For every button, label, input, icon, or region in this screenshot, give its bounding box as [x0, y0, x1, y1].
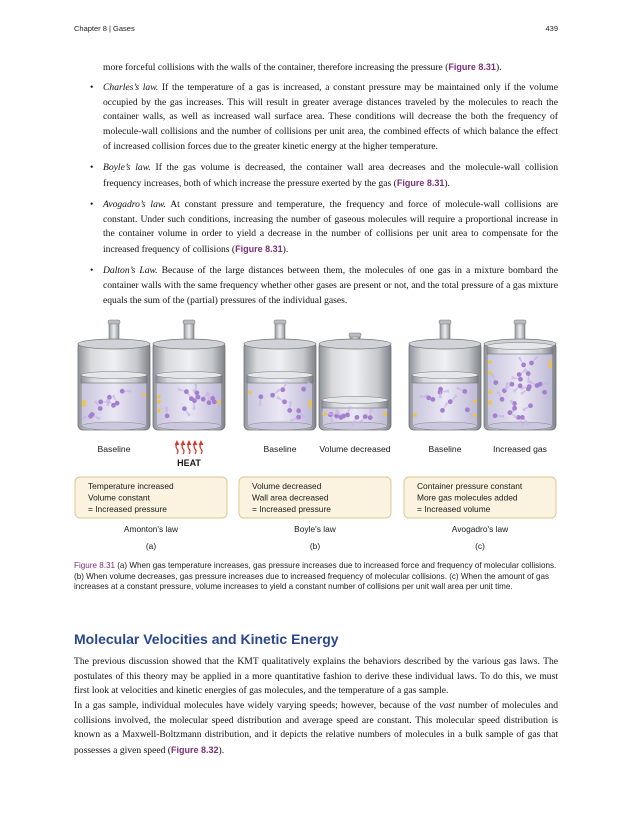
- summary-box-line: Container pressure constant: [417, 481, 523, 491]
- cylinder-rim: [319, 339, 391, 349]
- heat-arrow-wave: [194, 444, 196, 454]
- running-header-chapter: Chapter 8 | Gases: [74, 24, 135, 33]
- heat-arrow-head: [175, 440, 180, 445]
- cylinder-floor: [82, 422, 146, 430]
- cylinder-rim: [409, 339, 481, 349]
- law-term: Dalton’s Law.: [103, 265, 158, 277]
- bullet-dot: •: [90, 162, 94, 174]
- cylinder-floor: [488, 422, 552, 430]
- wall-impact: [142, 393, 145, 396]
- law-tail: ).: [444, 177, 450, 189]
- emphasis-vast: vast: [439, 700, 455, 711]
- paragraph-text: number of molecules and collisions involved, the molecular speed distribution and average speed are constant. This molecular speed distribution is known as a Maxwell-Boltzmann distribution, and it depicts the relative numbers of molecules in a bulk sample of gas that possesses a given speed (: [74, 700, 559, 757]
- heat-arrow-head: [193, 440, 198, 445]
- section-title: Molecular Velocities and Kinetic Energy: [74, 631, 339, 647]
- piston-rod-cap: [514, 320, 526, 324]
- summary-box-line: Volume decreased: [252, 481, 322, 491]
- piston-face: [487, 343, 553, 350]
- law-text: If the gas volume is decreased, the container wall area decreases and the molecule-wall collision frequency increases, both of which increase the pressure exerted by the gas (: [103, 162, 558, 189]
- wall-impact: [488, 390, 491, 393]
- summary-box-line: = Increased volume: [417, 504, 491, 514]
- piston-rod-cap: [183, 320, 195, 324]
- heat-label: HEAT: [177, 458, 201, 468]
- wall-impact: [413, 413, 416, 416]
- wall-impact: [323, 412, 326, 415]
- summary-box-line: Wall area decreased: [252, 492, 329, 503]
- piston-rod-cap: [108, 320, 120, 324]
- law-term: Boyle’s law.: [103, 162, 151, 174]
- law-term: Avogadro’s law.: [103, 198, 166, 210]
- law-term: Charles’s law.: [103, 82, 159, 93]
- wall-impact: [473, 400, 476, 403]
- wall-impact: [82, 400, 85, 403]
- figure-reference-link[interactable]: Figure 8.31: [235, 244, 283, 255]
- cylinder-floor: [413, 422, 477, 430]
- paragraph-kmt: The previous discussion showed that the KMT qualitatively explains the behaviors described by the various gas laws. The postulates of this theory may be applied in a more quantitative fashion to derive these individual laws. To do this, we must first look at velocities and kinetic energies of gas molecules, and the temperature of a gas sample.: [74, 656, 558, 697]
- bullet-dot: •: [90, 198, 94, 210]
- law-text: Because of the large distances between them, the molecules of one gas in a mixture bombard the container walls with the same frequency whether other gases are present or not, and the total pressure of a gas mixture equals the sum of the (partial) pressures of the individual gases.: [103, 265, 558, 306]
- law-text: At constant pressure and temperature, the frequency and force of molecule-wall collisions are constant. Under such conditions, increasing the number of gaseous molecules will require a proportional increase in the container volume in order to yield a decrease in the number of collisions per unit area to compensate for the increased frequency of collisions (: [103, 198, 558, 256]
- heat-arrow-wave: [200, 444, 202, 454]
- law-tail: ).: [282, 244, 289, 256]
- paragraph-text: In a gas sample, individual molecules have widely varying speeds; however, because of the: [74, 700, 440, 711]
- panel-letter: (a): [145, 541, 157, 551]
- wall-impact: [308, 401, 311, 404]
- wall-impact: [157, 400, 160, 403]
- cylinder-rim: [78, 339, 150, 349]
- paragraph-speed-distribution: [74, 699, 558, 759]
- piston-face: [322, 397, 388, 404]
- caption-text: (a) When gas temperature increases, gas pressure increases due to increased force and frequency of molecular collisions. (b) When volume decreases, gas pressure increases due to increased frequency of molecular collisions. (c) When the amount of gas increases at a constant pressure, volume increases to yield a constant number of collisions per unit wall area per unit time.: [74, 561, 557, 592]
- heat-arrow-head: [199, 440, 204, 445]
- wall-impact: [488, 371, 491, 374]
- summary-box-line: = Increased pressure: [88, 504, 167, 514]
- wall-impact: [383, 413, 386, 416]
- summary-box-line: More gas molecules added: [417, 492, 518, 503]
- law-text: If the temperature of a gas is increased, a constant pressure may be maintained only if the volume occupied by the gas increases. This will result in greater average distances traveled by the molecules to reach the container walls, as well as increased wall surface area. These conditions will decrease the both the frequency of molecule-wall collisions and the number of collisions per unit area, the combined effects of which balance the effect of increased collision forces due to the greater kinetic energy at the higher temperature.: [103, 82, 559, 152]
- wall-impact: [157, 409, 160, 412]
- piston-face: [247, 372, 313, 379]
- wall-impact: [308, 404, 311, 407]
- gas-chamber: [157, 383, 221, 426]
- wall-impact: [488, 360, 491, 363]
- heat-arrow-wave: [188, 444, 190, 454]
- piston-rod-cap: [349, 333, 361, 337]
- figure-reference-link[interactable]: Figure 8.31: [396, 177, 445, 188]
- wall-impact: [548, 360, 551, 363]
- wall-impact: [82, 403, 85, 406]
- cylinder-floor: [248, 422, 312, 430]
- piston-face: [412, 372, 478, 379]
- gas-chamber: [488, 354, 552, 426]
- wall-impact: [248, 391, 251, 394]
- panel-letter: (b): [309, 541, 321, 551]
- caption-label: Figure 8.31: [74, 561, 115, 570]
- wall-impact: [217, 400, 220, 403]
- piston-rod-cap: [439, 320, 451, 324]
- bullet-dot: •: [90, 265, 94, 277]
- heat-arrow-wave: [182, 444, 184, 454]
- panel-letter: (c): [475, 541, 485, 551]
- law-name: Boyle's law: [294, 524, 336, 534]
- wall-impact: [548, 364, 551, 367]
- intro-tail: ).: [495, 62, 502, 73]
- bullet-dot: •: [90, 82, 94, 93]
- summary-box-line: = Increased pressure: [252, 504, 331, 514]
- cylinder-rim: [153, 339, 225, 349]
- heat-arrow-head: [181, 440, 186, 445]
- wall-impact: [157, 395, 160, 398]
- law-name: Amonton's law: [123, 524, 179, 534]
- wall-impact: [473, 414, 476, 417]
- page-number: 439: [545, 24, 558, 33]
- cylinder-label-change: Volume decreased: [319, 444, 391, 454]
- figure-reference-link[interactable]: Figure 8.31: [448, 62, 496, 72]
- cylinder-label-baseline: Baseline: [97, 444, 131, 454]
- piston-face: [156, 372, 222, 379]
- paragraph-tail: ).: [218, 745, 225, 757]
- piston-face: [81, 372, 147, 379]
- summary-box-line: Volume constant: [88, 492, 150, 503]
- figure-caption: [74, 561, 558, 593]
- cylinder-rim: [244, 339, 316, 349]
- cylinder-label-baseline: Baseline: [428, 444, 462, 454]
- summary-box-line: Temperature increased: [88, 481, 174, 491]
- cylinder-label-baseline: Baseline: [263, 444, 297, 454]
- piston-rod-cap: [274, 320, 286, 324]
- cylinder-floor: [157, 422, 221, 430]
- intro-text: more forceful collisions with the walls of the container, therefore increasing the pressure (: [103, 62, 449, 73]
- heat-arrow-head: [187, 440, 192, 445]
- wall-impact: [488, 401, 491, 404]
- figure-reference-link[interactable]: Figure 8.32: [170, 745, 219, 756]
- law-name: Avogadro's law: [451, 524, 509, 534]
- cylinder-label-change: Increased gas: [493, 444, 547, 454]
- heat-arrow-wave: [176, 444, 178, 454]
